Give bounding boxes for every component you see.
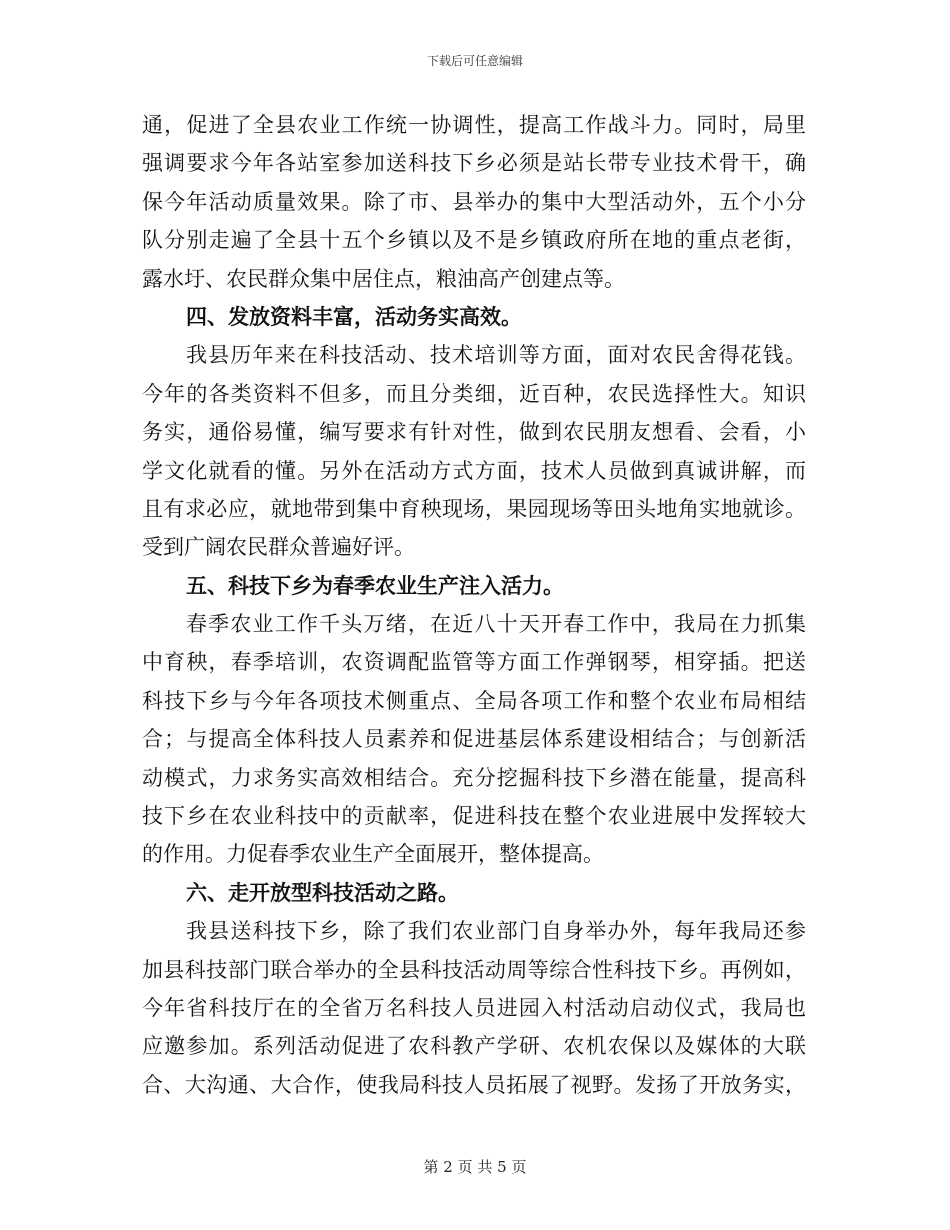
paragraph-line: 加县科技部门联合举办的全县科技活动周等综合性科技下乡。再例如， — [142, 957, 806, 982]
paragraph-line: 露水圩、农民群众集中居住点，粮油高产创建点等。 — [142, 266, 625, 291]
section-heading-5: 五、科技下乡为春季农业生产注入活力。 — [186, 572, 564, 598]
page-number: 第 2 页 共 5 页 — [423, 1158, 527, 1176]
paragraph-line: 动模式，力求务实高效相结合。充分挖掘科技下乡潜在能量，提高科 — [142, 765, 806, 790]
paragraph-line: 通，促进了全县农业工作统一协调性，提高工作战斗力。同时，局里 — [142, 113, 806, 137]
paragraph-line: 受到广阔农民群众普遍好评。 — [142, 535, 415, 560]
paragraph-line: 今年省科技厅在的全省万名科技人员进园入村活动启动仪式，我局也 — [142, 995, 806, 1020]
paragraph-line: 中育秧，春季培训，农资调配监管等方面工作弹钢琴，相穿插。把送 — [142, 650, 806, 675]
document-body — [142, 106, 806, 1104]
paragraph-line: 应邀参加。系列活动促进了农科教产学研、农机农保以及媒体的大联 — [142, 1034, 806, 1059]
section-heading-6: 六、走开放型科技活动之路。 — [186, 879, 459, 905]
paragraph-line: 合；与提高全体科技人员素养和促进基层体系建设相结合；与创新活 — [142, 727, 806, 752]
paragraph-line: 保今年活动质量效果。除了市、县举办的集中大型活动外，五个小分 — [142, 189, 806, 214]
paragraph-line: 队分别走遍了全县十五个乡镇以及不是乡镇政府所在地的重点老街， — [142, 228, 806, 253]
paragraph-line: 的作用。力促春季农业生产全面展开，整体提高。 — [142, 842, 604, 867]
paragraph-line: 春季农业工作千头万绪，在近八十天开春工作中，我局在力抓集 — [186, 612, 806, 637]
page-header: 下载后可任意编辑 — [426, 54, 523, 68]
paragraph-line: 强调要求今年各站室参加送科技下乡必须是站长带专业技术骨干，确 — [142, 151, 806, 176]
paragraph-line: 科技下乡与今年各项技术侧重点、全局各项工作和整个农业布局相结 — [142, 688, 806, 713]
section-heading-4: 四、发放资料丰富，活动务实高效。 — [186, 303, 522, 329]
paragraph-line: 合、大沟通、大合作，使我局科技人员拓展了视野。发扬了开放务实， — [142, 1072, 806, 1097]
paragraph-line: 学文化就看的懂。另外在活动方式方面，技术人员做到真诚讲解，而 — [142, 458, 806, 483]
paragraph-line: 今年的各类资料不但多，而且分类细，近百种，农民选择性大。知识 — [142, 381, 806, 406]
paragraph-line: 且有求必应，就地带到集中育秧现场，果园现场等田头地角实地就诊。 — [142, 496, 806, 521]
paragraph-line: 务实，通俗易懂，编写要求有针对性，做到农民朋友想看、会看，小 — [142, 420, 806, 445]
paragraph-line: 我县历年来在科技活动、技术培训等方面，面对农民舍得花钱。 — [186, 343, 806, 368]
paragraph-line: 技下乡在农业科技中的贡献率，促进科技在整个农业进展中发挥较大 — [142, 804, 806, 829]
paragraph-line: 我县送科技下乡，除了我们农业部门自身举办外，每年我局还参 — [186, 919, 806, 944]
